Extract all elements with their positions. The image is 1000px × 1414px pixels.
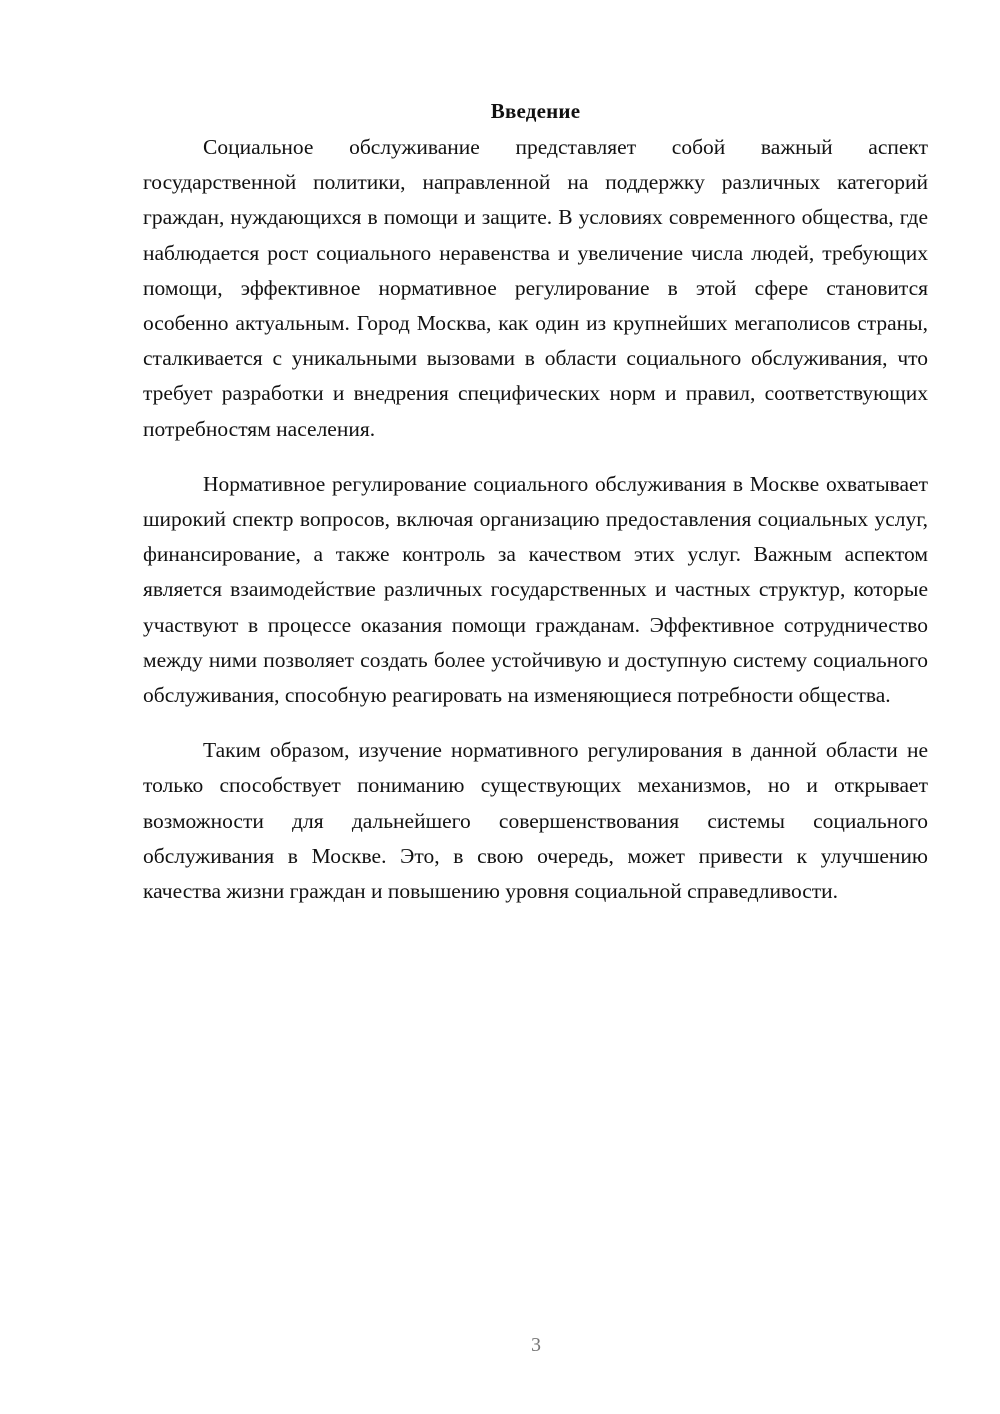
page-content	[143, 96, 928, 909]
paragraph-2: Нормативное регулирование социального обслуживания в Москве охватывает широкий спектр вопросов, включая организацию предоставления социальных услуг, финансирование, а также контроль за качеством этих услуг. Важным аспектом является взаимодействие различных государственных и частных структур, которые участвуют в процессе оказания помощи гражданам. Эффективное сотрудничество между ними позволяет создать более устойчивую и доступную систему социального обслуживания, способную реагировать на изменяющиеся потребности общества.	[143, 471, 928, 708]
section-title: Введение	[490, 99, 581, 123]
paragraph-3: Таким образом, изучение нормативного регулирования в данной области не только способствует пониманию существующих механизмов, но и открывает возможности для дальнейшего совершенствования системы социального обслуживания в Москве. Это, в свою очередь, может привести к улучшению качества жизни граждан и повышению уровня социальной справедливости.	[143, 738, 928, 904]
page-number: 3	[531, 1334, 541, 1356]
paragraph-1: Социальное обслуживание представляет собой важный аспект государственной политики, направленной на поддержку различных категорий граждан, нуждающихся в помощи и защите. В условиях современного общества, где наблюдается рост социального неравенства и увеличение числа людей, требующих помощи, эффективное нормативное регулирование в этой сфере становится особенно актуальным. Город Москва, как один из крупнейших мегаполисов страны, сталкивается с уникальными вызовами в области социального обслуживания, что требует разработки и внедрения специфических норм и правил, соответствующих потребностям населения.	[143, 135, 928, 441]
